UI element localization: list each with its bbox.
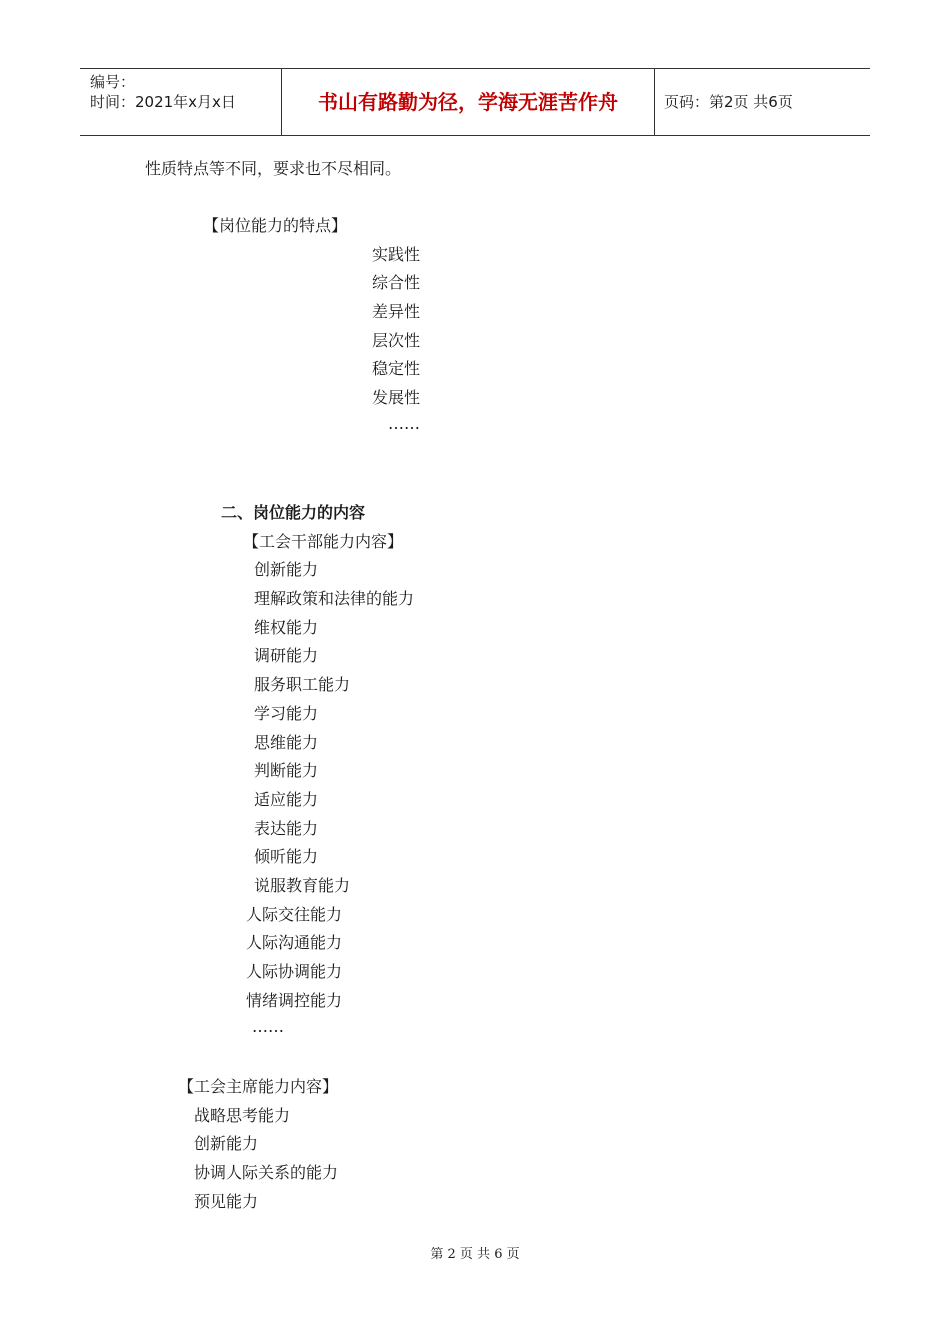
cadre-item: 服务职工能力 bbox=[254, 675, 351, 694]
cadre-item: 说服教育能力 bbox=[254, 876, 351, 895]
cadre-item: 人际沟通能力 bbox=[246, 933, 343, 952]
cadre-item: 理解政策和法律的能力 bbox=[254, 589, 415, 608]
header-number-label: 编号： bbox=[90, 73, 136, 91]
traits-ellipsis: …… bbox=[388, 414, 420, 433]
page-footer: 第 2 页 共 6 页 bbox=[430, 1247, 520, 1262]
trait-item: 差异性 bbox=[372, 302, 421, 321]
cadre-item: 判断能力 bbox=[254, 761, 319, 780]
trait-item: 稳定性 bbox=[372, 359, 421, 378]
intro-line: 性质特点等不同，要求也不尽相同。 bbox=[145, 159, 402, 178]
cadre-heading: 【工会干部能力内容】 bbox=[243, 532, 404, 551]
chairman-item: 协调人际关系的能力 bbox=[194, 1163, 339, 1182]
header-page-info: 页码：第2页 共6页 bbox=[664, 93, 793, 111]
section-two-title: 二、岗位能力的内容 bbox=[221, 503, 366, 522]
chairman-item: 战略思考能力 bbox=[194, 1106, 291, 1125]
cadre-ellipsis: …… bbox=[252, 1017, 284, 1036]
trait-item: 发展性 bbox=[372, 388, 421, 407]
cadre-item: 人际交往能力 bbox=[246, 905, 343, 924]
cadre-item: 调研能力 bbox=[254, 646, 319, 665]
traits-heading: 【岗位能力的特点】 bbox=[203, 216, 348, 235]
header-meta bbox=[90, 72, 236, 112]
cadre-item: 情绪调控能力 bbox=[246, 991, 343, 1010]
cadre-item: 倾听能力 bbox=[254, 847, 319, 866]
header-time-label: 时间：2021年x月x日 bbox=[90, 93, 236, 111]
cadre-item: 人际协调能力 bbox=[246, 962, 343, 981]
cadre-item: 适应能力 bbox=[254, 790, 319, 809]
chairman-heading: 【工会主席能力内容】 bbox=[178, 1077, 339, 1096]
header-divider-right bbox=[654, 69, 655, 135]
cadre-item: 表达能力 bbox=[254, 819, 319, 838]
chairman-item: 预见能力 bbox=[194, 1192, 259, 1211]
header-motto: 书山有路勤为径，学海无涯苦作舟 bbox=[318, 90, 618, 114]
chairman-item: 创新能力 bbox=[194, 1134, 259, 1153]
cadre-item: 学习能力 bbox=[254, 704, 319, 723]
trait-item: 层次性 bbox=[372, 331, 421, 350]
page-header bbox=[80, 68, 870, 136]
cadre-item: 维权能力 bbox=[254, 618, 319, 637]
trait-item: 实践性 bbox=[372, 245, 421, 264]
trait-item: 综合性 bbox=[372, 273, 421, 292]
cadre-item: 思维能力 bbox=[254, 733, 319, 752]
cadre-item: 创新能力 bbox=[254, 560, 319, 579]
